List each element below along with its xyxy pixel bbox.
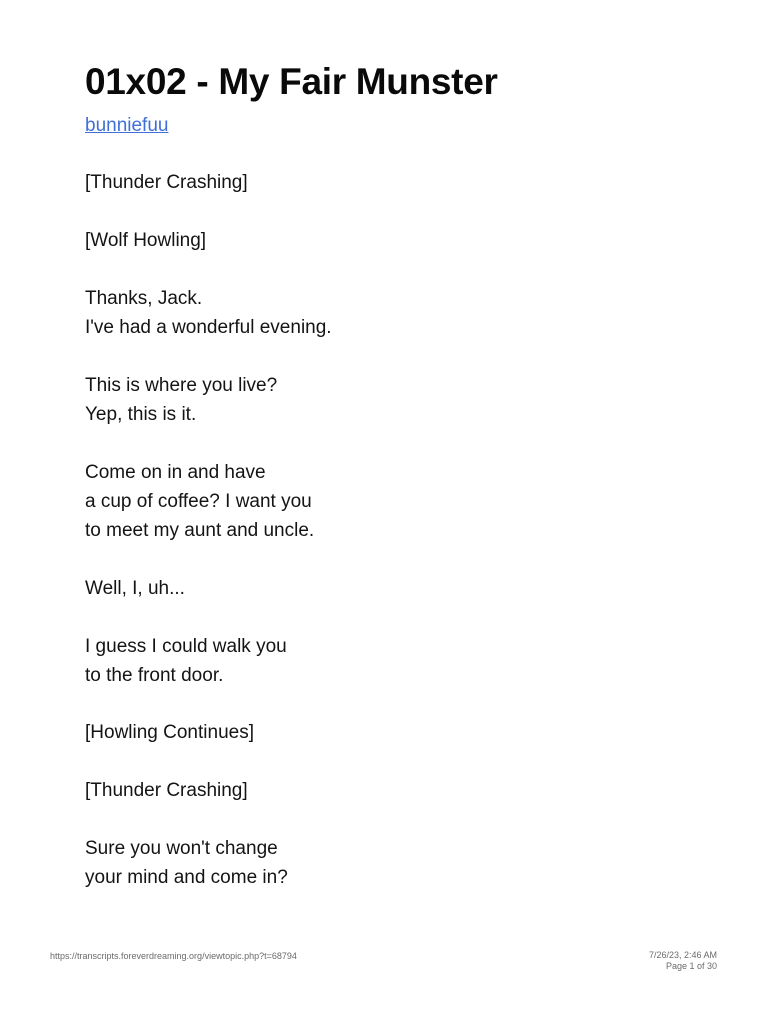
- transcript-line: This is where you live?: [85, 375, 278, 396]
- footer-timestamp: 7/26/23, 2:46 AM: [648, 950, 717, 960]
- transcript-line: your mind and come in?: [85, 867, 288, 888]
- page-title: 01x02 - My Fair Munster: [85, 61, 498, 102]
- transcript-line: to meet my aunt and uncle.: [85, 520, 315, 541]
- transcript-line: a cup of coffee? I want you: [85, 491, 312, 512]
- author-link[interactable]: bunniefuu: [85, 115, 169, 136]
- transcript-line: [Thunder Crashing]: [85, 780, 248, 801]
- transcript-line: to the front door.: [85, 665, 224, 686]
- footer-meta: [649, 950, 717, 972]
- transcript-line: [Wolf Howling]: [85, 230, 207, 251]
- transcript-line: I guess I could walk you: [85, 636, 287, 657]
- transcript-line: Come on in and have: [85, 462, 266, 483]
- transcript-line: Thanks, Jack.: [85, 288, 203, 309]
- transcript-line: Sure you won't change: [85, 838, 278, 859]
- transcript-line: Well, I, uh...: [85, 578, 185, 599]
- transcript-line: Yep, this is it.: [85, 404, 197, 425]
- footer-page-number: Page 1 of 30: [665, 961, 717, 971]
- footer-url: https://transcripts.foreverdreaming.org/viewtopic.php?t=68794: [50, 951, 297, 961]
- transcript-line: [Thunder Crashing]: [85, 172, 248, 193]
- transcript-line: I've had a wonderful evening.: [85, 317, 332, 338]
- transcript-line: [Howling Continues]: [85, 722, 254, 743]
